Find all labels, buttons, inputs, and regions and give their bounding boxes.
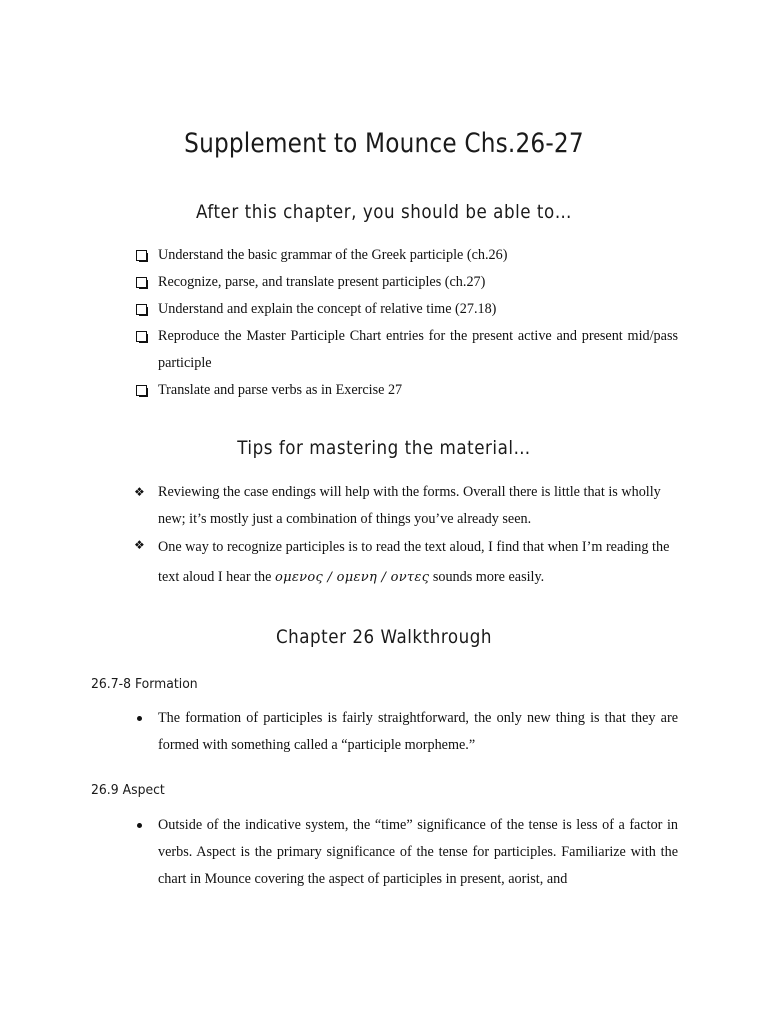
tips-heading: Tips for mastering the material… <box>237 437 531 459</box>
objectives-heading: After this chapter, you should be able to… <box>195 201 573 223</box>
diamond-bullet-icon: ❖ <box>134 485 145 499</box>
diamond-bullet-icon: ❖ <box>134 538 145 552</box>
bullet-icon <box>137 716 142 721</box>
walkthrough-heading: Chapter 26 Walkthrough <box>275 626 493 648</box>
tip-text: Reviewing the case endings will help with the forms. Overall there is little that is wholly new; it’s mostly just a combination of things you’ve already seen. <box>158 484 661 527</box>
checkbox-icon <box>136 304 147 315</box>
tip-text-end: sounds more easily. <box>429 569 545 585</box>
objective-item <box>158 323 678 377</box>
checkbox-icon <box>136 331 147 342</box>
objective-text: Recognize, parse, and translate present participles (ch.27) <box>158 274 486 290</box>
objective-item <box>158 242 678 269</box>
tip-item <box>134 479 678 533</box>
objective-item <box>158 269 678 296</box>
objective-text: Understand and explain the concept of relative time (27.18) <box>158 301 497 317</box>
checkbox-icon <box>136 250 147 261</box>
greek-endings: ομενος / ομενη / οντες <box>275 570 430 585</box>
section-title-aspect: 26.9 Aspect <box>91 782 165 798</box>
tip-item <box>134 532 678 593</box>
checkbox-icon <box>136 385 147 396</box>
bullet-icon <box>137 823 142 828</box>
section-item-formation <box>158 705 678 759</box>
tip-text: One way to recognize participles is to read the text aloud, I find that when I’m reading the text aloud I hear the <box>158 539 670 585</box>
checkbox-icon <box>136 277 147 288</box>
page-title: Supplement to Mounce Chs.26-27 <box>184 128 584 159</box>
section-text: Outside of the indicative system, the “time” significance of the tense is less of a factor in verbs. Aspect is the primary significance of the tense for participles. Familiarize with the chart in Mounce covering the aspect of participles in present, aorist, and <box>158 817 678 887</box>
objective-text: Reproduce the Master Participle Chart entries for the present active and present mid/pass participle <box>158 328 678 371</box>
section-text: The formation of participles is fairly straightforward, the only new thing is that they are formed with something called a “participle morpheme.” <box>158 710 678 753</box>
objective-item <box>158 377 678 404</box>
objective-text: Understand the basic grammar of the Greek participle (ch.26) <box>158 247 508 263</box>
objective-text: Translate and parse verbs as in Exercise 27 <box>158 382 403 398</box>
objective-item <box>158 296 678 323</box>
section-title-formation: 26.7-8 Formation <box>91 676 198 692</box>
section-item-aspect <box>158 812 678 893</box>
